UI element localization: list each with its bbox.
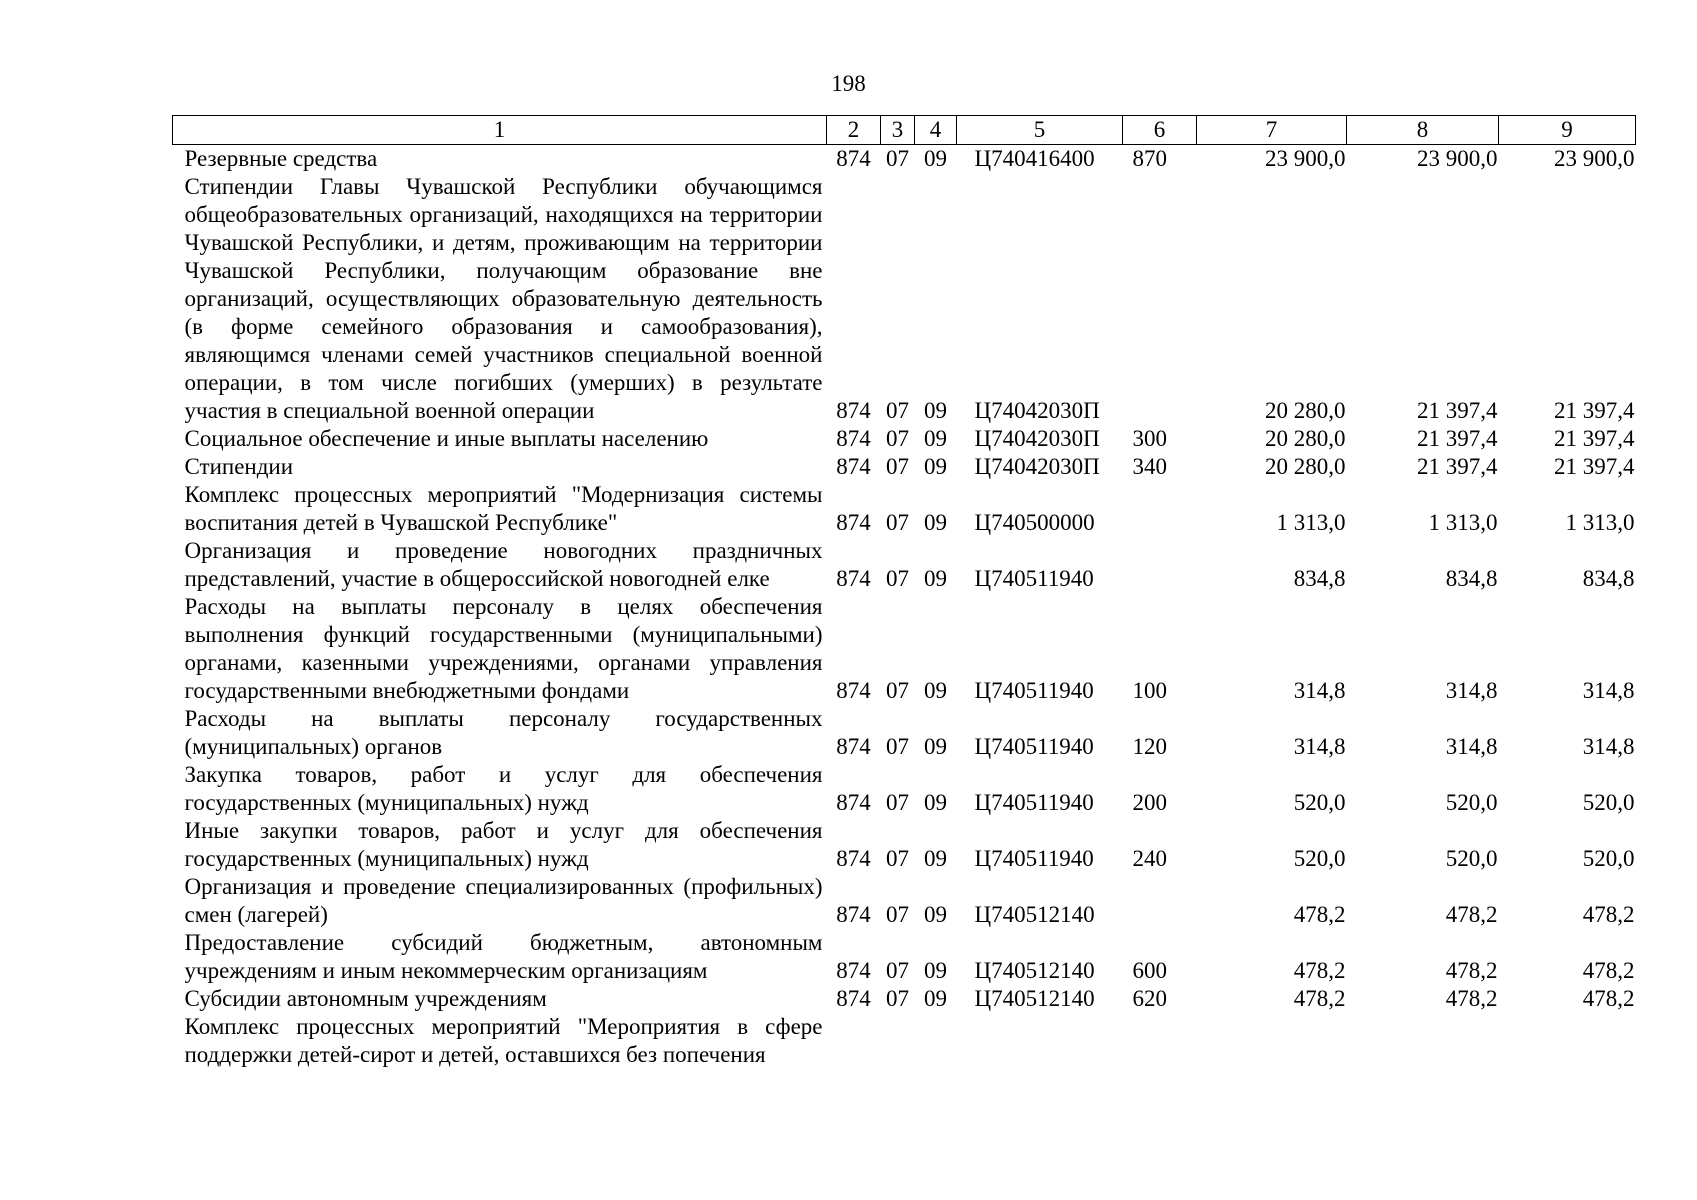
table-row xyxy=(173,453,1636,481)
row-section: 07 xyxy=(886,454,909,479)
row-amount-year3: 520,0 xyxy=(1582,790,1635,815)
header-cell-6: 6 xyxy=(1123,116,1197,145)
table-row xyxy=(173,985,1636,1013)
row-subsection: 09 xyxy=(924,846,947,871)
header-cell-2: 2 xyxy=(827,116,881,145)
row-subsection: 09 xyxy=(924,510,947,535)
row-section: 07 xyxy=(886,510,909,535)
row-amount-year3 xyxy=(1499,1013,1636,1069)
row-section: 07 xyxy=(886,986,909,1011)
row-amount-year3: 478,2 xyxy=(1582,902,1635,927)
table-row xyxy=(173,1013,1636,1069)
header-cell-8: 8 xyxy=(1347,116,1499,145)
row-target-article: Ц740511940 xyxy=(974,846,1094,871)
row-amount-year3: 478,2 xyxy=(1582,958,1635,983)
row-name: Предоставление субсидий бюджетным, автономным учреждениям и иным некоммерческим организациям xyxy=(184,930,823,983)
row-code-admin: 874 xyxy=(836,902,871,927)
row-amount-year1: 23 900,0 xyxy=(1265,146,1346,171)
row-target-article xyxy=(957,1013,1123,1069)
row-target-article: Ц740511940 xyxy=(974,566,1094,591)
row-amount-year3: 1 313,0 xyxy=(1565,510,1635,535)
row-name: Стипендии xyxy=(184,454,294,479)
row-amount-year1: 20 280,0 xyxy=(1265,398,1346,423)
header-cell-3: 3 xyxy=(881,116,915,145)
header-cell-5: 5 xyxy=(957,116,1123,145)
row-target-article: Ц740511940 xyxy=(974,734,1094,759)
row-target-article: Ц740511940 xyxy=(974,790,1094,815)
row-code-admin: 874 xyxy=(836,398,871,423)
row-amount-year3: 23 900,0 xyxy=(1554,146,1635,171)
table-row xyxy=(173,705,1636,761)
table-row xyxy=(173,873,1636,929)
row-amount-year1: 314,8 xyxy=(1293,678,1346,703)
row-amount-year3: 520,0 xyxy=(1582,846,1635,871)
row-expense-type: 100 xyxy=(1132,678,1167,703)
row-name: Стипендии Главы Чувашской Республики обучающимся общеобразовательных организаций, находящихся на территории Чувашской Республики, и детям, проживающим на территории Чувашской Республики, получающим образование вне организаций, осуществляющих образовательную деятельность (в форме семейного образования и самообразования), являющимся членами семей участников специальной военной операции, в том числе погибших (умерших) в результате участия в специальной военной операции xyxy=(184,174,823,423)
row-section xyxy=(881,1013,915,1069)
row-subsection: 09 xyxy=(924,454,947,479)
table-row xyxy=(173,173,1636,425)
row-name: Расходы на выплаты персоналу государственных (муниципальных) органов xyxy=(184,706,823,759)
row-amount-year1: 314,8 xyxy=(1293,734,1346,759)
row-amount-year1: 520,0 xyxy=(1293,790,1346,815)
row-subsection: 09 xyxy=(924,902,947,927)
row-subsection: 09 xyxy=(924,678,947,703)
row-subsection: 09 xyxy=(924,734,947,759)
row-amount-year1: 478,2 xyxy=(1293,986,1346,1011)
row-amount-year2 xyxy=(1347,1013,1499,1069)
table-row xyxy=(173,481,1636,537)
table-body xyxy=(173,145,1636,1070)
row-name: Организация и проведение специализированных (профильных) смен (лагерей) xyxy=(184,874,823,927)
table-row xyxy=(173,145,1636,174)
row-target-article: Ц740416400 xyxy=(974,146,1095,171)
row-amount-year1: 1 313,0 xyxy=(1276,510,1346,535)
row-amount-year3: 21 397,4 xyxy=(1554,454,1635,479)
table-row xyxy=(173,537,1636,593)
row-code-admin xyxy=(827,1013,881,1069)
row-amount-year2: 478,2 xyxy=(1445,958,1498,983)
row-target-article: Ц740511940 xyxy=(974,678,1094,703)
page-number: 198 xyxy=(831,71,866,96)
row-code-admin: 874 xyxy=(836,510,871,535)
row-target-article: Ц740500000 xyxy=(974,510,1095,535)
row-section: 07 xyxy=(886,958,909,983)
header-cell-1: 1 xyxy=(173,116,827,145)
row-amount-year1: 20 280,0 xyxy=(1265,454,1346,479)
row-code-admin: 874 xyxy=(836,678,871,703)
row-name: Комплекс процессных мероприятий "Модернизация системы воспитания детей в Чувашской Республике" xyxy=(184,482,823,535)
row-code-admin: 874 xyxy=(836,426,871,451)
row-expense-type xyxy=(1123,173,1197,425)
row-expense-type: 240 xyxy=(1132,846,1167,871)
row-code-admin: 874 xyxy=(836,958,871,983)
row-expense-type: 870 xyxy=(1132,146,1167,171)
row-name: Иные закупки товаров, работ и услуг для обеспечения государственных (муниципальных) нужд xyxy=(184,818,823,871)
row-subsection: 09 xyxy=(924,426,947,451)
row-subsection: 09 xyxy=(924,566,947,591)
row-amount-year2: 21 397,4 xyxy=(1417,454,1498,479)
header-cell-9: 9 xyxy=(1499,116,1636,145)
row-amount-year2: 21 397,4 xyxy=(1417,398,1498,423)
row-subsection xyxy=(915,1013,957,1069)
row-expense-type: 600 xyxy=(1132,958,1167,983)
row-name: Организация и проведение новогодних праздничных представлений, участие в общероссийской новогодней елке xyxy=(184,538,823,591)
row-subsection: 09 xyxy=(924,790,947,815)
row-code-admin: 874 xyxy=(836,566,871,591)
table-row xyxy=(173,761,1636,817)
row-target-article: Ц740512140 xyxy=(974,986,1095,1011)
row-amount-year2: 1 313,0 xyxy=(1428,510,1498,535)
row-amount-year1: 20 280,0 xyxy=(1265,426,1346,451)
row-target-article: Ц74042030П xyxy=(974,426,1100,451)
row-section: 07 xyxy=(886,790,909,815)
row-name: Расходы на выплаты персоналу в целях обеспечения выполнения функций государственными (муниципальными) органами, казенными учреждениями, органами управления государственными внебюджетными фондами xyxy=(184,594,823,703)
row-amount-year1: 834,8 xyxy=(1293,566,1346,591)
row-amount-year2: 478,2 xyxy=(1445,902,1498,927)
row-amount-year1 xyxy=(1197,1013,1347,1069)
row-expense-type xyxy=(1123,1013,1197,1069)
row-section: 07 xyxy=(886,846,909,871)
row-code-admin: 874 xyxy=(836,846,871,871)
row-amount-year2: 23 900,0 xyxy=(1417,146,1498,171)
row-amount-year1: 520,0 xyxy=(1293,846,1346,871)
header-cell-4: 4 xyxy=(915,116,957,145)
row-subsection: 09 xyxy=(924,986,947,1011)
row-section: 07 xyxy=(886,902,909,927)
row-code-admin: 874 xyxy=(836,454,871,479)
row-amount-year2: 314,8 xyxy=(1445,678,1498,703)
row-amount-year3: 314,8 xyxy=(1582,678,1635,703)
row-section: 07 xyxy=(886,398,909,423)
row-expense-type: 340 xyxy=(1132,454,1167,479)
row-subsection: 09 xyxy=(924,146,947,171)
row-amount-year2: 314,8 xyxy=(1445,734,1498,759)
row-amount-year2: 478,2 xyxy=(1445,986,1498,1011)
row-section: 07 xyxy=(886,146,909,171)
row-expense-type: 300 xyxy=(1132,426,1167,451)
row-amount-year2: 520,0 xyxy=(1445,790,1498,815)
row-expense-type: 120 xyxy=(1132,734,1167,759)
row-section: 07 xyxy=(886,734,909,759)
row-name: Закупка товаров, работ и услуг для обеспечения государственных (муниципальных) нужд xyxy=(184,762,823,815)
row-target-article: Ц74042030П xyxy=(974,398,1100,423)
row-amount-year3: 314,8 xyxy=(1582,734,1635,759)
header-row xyxy=(173,116,1636,145)
table-row xyxy=(173,817,1636,873)
row-amount-year2: 21 397,4 xyxy=(1417,426,1498,451)
row-name: Социальное обеспечение и иные выплаты населению xyxy=(184,426,709,451)
row-amount-year2: 520,0 xyxy=(1445,846,1498,871)
row-target-article: Ц74042030П xyxy=(974,454,1100,479)
row-subsection: 09 xyxy=(924,398,947,423)
row-target-article: Ц740512140 xyxy=(974,902,1095,927)
row-expense-type xyxy=(1123,873,1197,929)
row-section: 07 xyxy=(886,566,909,591)
row-expense-type xyxy=(1123,481,1197,537)
row-expense-type xyxy=(1123,537,1197,593)
table-row xyxy=(173,593,1636,705)
table-row xyxy=(173,929,1636,985)
row-amount-year1: 478,2 xyxy=(1293,958,1346,983)
row-code-admin: 874 xyxy=(836,790,871,815)
row-expense-type: 200 xyxy=(1132,790,1167,815)
row-name: Субсидии автономным учреждениям xyxy=(184,986,547,1011)
row-section: 07 xyxy=(886,678,909,703)
row-amount-year1: 478,2 xyxy=(1293,902,1346,927)
row-code-admin: 874 xyxy=(836,986,871,1011)
header-cell-7: 7 xyxy=(1197,116,1347,145)
row-code-admin: 874 xyxy=(836,146,871,171)
row-code-admin: 874 xyxy=(836,734,871,759)
row-name: Комплекс процессных мероприятий "Мероприятия в сфере поддержки детей-сирот и детей, оставшихся без попечения xyxy=(184,1014,823,1067)
row-section: 07 xyxy=(886,426,909,451)
row-name: Резервные средства xyxy=(184,146,378,171)
row-amount-year3: 834,8 xyxy=(1582,566,1635,591)
row-subsection: 09 xyxy=(924,958,947,983)
row-expense-type: 620 xyxy=(1132,986,1167,1011)
row-amount-year3: 21 397,4 xyxy=(1554,398,1635,423)
budget-table xyxy=(172,115,1636,1069)
row-target-article: Ц740512140 xyxy=(974,958,1095,983)
row-amount-year3: 21 397,4 xyxy=(1554,426,1635,451)
table-row xyxy=(173,425,1636,453)
row-amount-year3: 478,2 xyxy=(1582,986,1635,1011)
row-amount-year2: 834,8 xyxy=(1445,566,1498,591)
